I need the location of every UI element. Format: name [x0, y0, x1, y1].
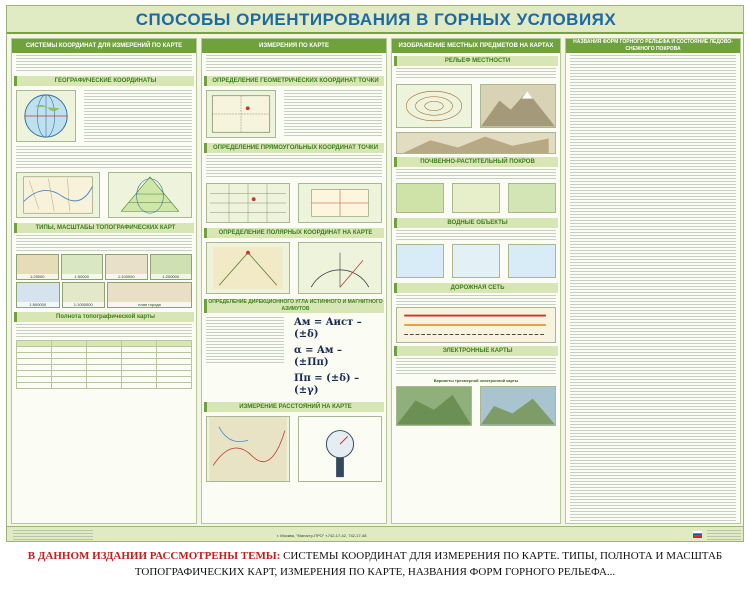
distance-map-figure — [206, 416, 290, 482]
polar-row — [202, 240, 386, 296]
map-thumbnail: 1:100000 — [105, 254, 148, 280]
footer-text — [13, 530, 93, 541]
topics-note-lead: В ДАННОМ ИЗДАНИИ РАССМОТРЕНЫ ТЕМЫ: — [27, 550, 281, 562]
coordinate-grid-figure — [16, 172, 100, 218]
formula-magnetic-azimuth: Aм = Aист – (±δ) — [294, 317, 362, 340]
relief-terms-text — [570, 55, 736, 521]
text-block — [396, 169, 556, 179]
topics-note-text: СИСТЕМЫ КООРДИНАТ ДЛЯ ИЗМЕРЕНИЯ ПО КАРТЕ. ТИПЫ, ПОЛНОТА И МАСШТАБ ТОПОГРАФИЧЕСКИХ КАРТ, ИЗМЕРЕНИЯ ПО КАРТЕ, НАЗВАНИЯ ФОРМ ГОРНОГО РЕЛЬЕФА... — [134, 550, 723, 578]
section-heading-soil: ПОЧВЕННО-РАСТИТЕЛЬНЫЙ ПОКРОВ — [394, 157, 558, 167]
section-heading-polar: ОПРЕДЕЛЕНИЕ ПОЛЯРНЫХ КООРДИНАТ НА КАРТЕ — [204, 228, 384, 238]
poster — [6, 5, 744, 542]
column-map-measurements — [201, 38, 387, 524]
map-scale-row-1 — [15, 253, 193, 281]
text-block — [16, 235, 192, 251]
section-heading-completeness: Полнота топографической карты — [14, 312, 194, 322]
column-heading: ИЗМЕРЕНИЯ ПО КАРТЕ — [202, 39, 386, 53]
completeness-table — [16, 340, 192, 389]
road-symbols — [396, 307, 556, 343]
geom-figure — [206, 90, 276, 138]
polar-figure — [206, 242, 290, 294]
topics-note — [0, 548, 750, 596]
map-scale-row-2 — [15, 281, 193, 309]
poster-title: СПОСОБЫ ОРИЕНТИРОВАНИЯ В ГОРНЫХ УСЛОВИЯХ — [7, 6, 744, 34]
column-relief-forms — [565, 38, 741, 524]
publisher-line: г. Москва, "Магистр-ПРО" т.742-17-42, 742-17-48 — [277, 533, 367, 538]
projection-figure — [108, 172, 192, 218]
relief-row — [392, 82, 560, 130]
soil-row — [392, 181, 560, 215]
vegetation-symbols — [396, 183, 444, 213]
column-heading: СИСТЕМЫ КООРДИНАТ ДЛЯ ИЗМЕРЕНИЙ ПО КАРТЕ — [12, 39, 196, 53]
water-row — [392, 242, 560, 280]
footer-text — [707, 530, 741, 541]
section-heading-distance: ИЗМЕРЕНИЕ РАССТОЯНИЙ НА КАРТЕ — [204, 402, 384, 412]
geom-row — [202, 88, 386, 140]
text-block — [206, 317, 284, 363]
russian-flag-icon — [693, 531, 702, 538]
text-block — [396, 358, 556, 376]
poster-footer — [7, 526, 744, 542]
curvimeter-figure — [298, 416, 382, 482]
section-heading-geo: ГЕОГРАФИЧЕСКИЕ КООРДИНАТЫ — [14, 76, 194, 86]
text-block — [396, 295, 556, 305]
text-block — [396, 68, 556, 80]
map-thumbnail: 1:1000000 — [62, 282, 106, 308]
coordinate-figures — [12, 170, 196, 220]
text-block — [396, 230, 556, 240]
globe-figures — [12, 88, 196, 144]
section-heading-rect: ОПРЕДЕЛЕНИЕ ПРЯМОУГОЛЬНЫХ КООРДИНАТ ТОЧКИ — [204, 143, 384, 153]
text-block — [206, 55, 382, 73]
map-thumbnail: 1:50000 — [61, 254, 104, 280]
column-map-symbols — [391, 38, 561, 524]
section-heading-emaps: ЭЛЕКТРОННЫЕ КАРТЫ — [394, 346, 558, 356]
map-thumbnail: 1:200000 — [150, 254, 193, 280]
contour-figure — [396, 84, 472, 128]
relief-profile-figure — [396, 132, 556, 154]
city-plan-thumbnail: план города — [107, 282, 192, 308]
rect-detail-figure — [298, 183, 382, 223]
text-block — [16, 55, 192, 73]
vegetation-symbols — [508, 183, 556, 213]
section-heading-roads: ДОРОЖНАЯ СЕТЬ — [394, 283, 558, 293]
mountain-figure — [480, 84, 556, 128]
formula-direction-angle: α = Aм – (±Πп) — [294, 345, 342, 368]
section-heading-relief: РЕЛЬЕФ МЕСТНОСТИ — [394, 56, 558, 66]
text-block — [84, 90, 192, 142]
3d-map-figure — [480, 386, 556, 426]
text-block — [284, 90, 382, 138]
azimuth-formulas — [288, 315, 386, 399]
column-heading: НАЗВАНИЯ ФОРМ ГОРНОГО РЕЛЬЕФА И СОСТОЯНИЕ ЛЕДОВО-СНЕЖНОГО ПОКРОВА — [566, 39, 740, 53]
emaps-variants-caption: Варианты трехмерной электронной карты — [433, 378, 519, 383]
text-block — [206, 155, 382, 179]
distance-row — [202, 414, 386, 484]
section-heading-azimuth: ОПРЕДЕЛЕНИЕ ДИРЕКЦИОННОГО УГЛА ИСТИННОГО И МАГНИТНОГО АЗИМУТОВ — [204, 299, 384, 313]
rect-row — [202, 181, 386, 225]
protractor-figure — [298, 242, 382, 294]
water-symbols — [452, 244, 500, 278]
map-thumbnail: 1:500000 — [16, 282, 60, 308]
vegetation-symbols — [452, 183, 500, 213]
map-thumbnail: 1:25000 — [16, 254, 59, 280]
azimuth-row — [202, 315, 386, 399]
section-heading-water: ВОДНЫЕ ОБЪЕКТЫ — [394, 218, 558, 228]
globe-figure — [16, 90, 76, 142]
formula-correction: Πп = (±δ) – (±γ) — [294, 373, 360, 396]
water-symbols — [396, 244, 444, 278]
emaps-row — [392, 384, 560, 428]
text-block — [16, 324, 192, 338]
text-block — [16, 146, 192, 168]
column-heading: ИЗОБРАЖЕНИЕ МЕСТНЫХ ПРЕДМЕТОВ НА КАРТАХ — [392, 39, 560, 53]
section-heading-geom: ОПРЕДЕЛЕНИЕ ГЕОМЕТРИЧЕСКИХ КООРДИНАТ ТОЧКИ — [204, 76, 384, 86]
3d-map-figure — [396, 386, 472, 426]
water-symbols — [508, 244, 556, 278]
rect-grid-figure — [206, 183, 290, 223]
section-heading-map-types: ТИПЫ, МАСШТАБЫ ТОПОГРАФИЧЕСКИХ КАРТ — [14, 223, 194, 233]
column-coordinate-systems — [11, 38, 197, 524]
